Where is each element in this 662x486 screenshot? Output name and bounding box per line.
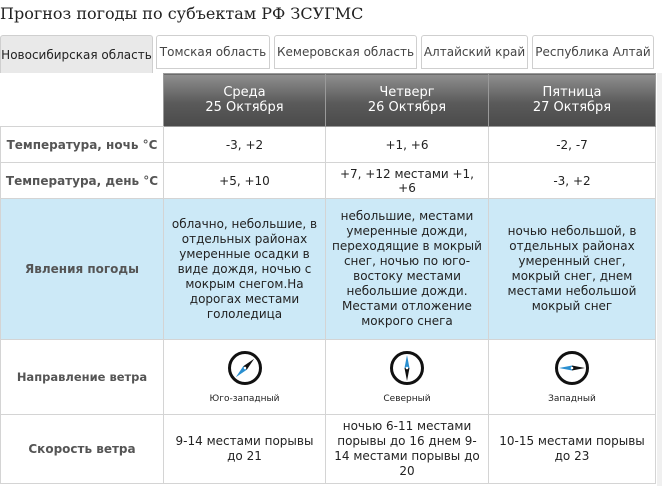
table-cell: небольшие, местами умеренные дожди, переходящие в мокрый снег, ночью по юго-востоку местами небольшие дожди. Местами отложение мокрого снега — [326, 199, 489, 340]
compass-north-icon — [389, 350, 425, 386]
row-label: Температура, ночь °C — [1, 127, 164, 163]
region-tabs — [0, 35, 662, 73]
table-cell: 10-15 местами порывы до 23 — [489, 415, 656, 484]
table-cell: -2, -7 — [489, 127, 656, 163]
wind-direction-label: Юго-западный — [209, 394, 280, 404]
table-cell: 9-14 местами порывы до 21 — [164, 415, 326, 484]
compass-southwest-icon — [227, 350, 263, 386]
day-date: 26 Октября — [367, 100, 447, 115]
table-cell — [164, 340, 326, 415]
tab-novosibirsk[interactable]: Новосибирская область — [0, 35, 153, 73]
tab-tomsk[interactable]: Томская область — [156, 35, 270, 69]
day-header — [326, 74, 489, 127]
tab-kemerovo[interactable]: Кемеровская область — [274, 35, 417, 69]
table-cell: +7, +12 местами +1, +6 — [326, 163, 489, 199]
vertical-scrollbar[interactable] — [657, 73, 662, 486]
table-cell: ночью небольшой, в отдельных районах умеренный снег, мокрый снег, днем местами небольшой мокрый снег — [489, 199, 656, 340]
table-row-temp-day — [1, 163, 656, 199]
table-corner — [1, 74, 164, 127]
table-row-wind-direction — [1, 340, 656, 415]
table-cell: +1, +6 — [326, 127, 489, 163]
day-weekday: Пятница — [542, 85, 602, 100]
table-cell: ночью 6-11 местами порывы до 16 днем 9-14 местами порывы до 20 — [326, 415, 489, 484]
compass-west-icon — [554, 350, 590, 386]
table-cell: -3, +2 — [164, 127, 326, 163]
row-label: Температура, день °C — [1, 163, 164, 199]
table-cell: облачно, небольшие, в отдельных районах умеренные осадки в виде дождя, ночью с мокрым снегом.На дорогах местами гололедица — [164, 199, 326, 340]
day-weekday: Среда — [223, 85, 266, 100]
day-date: 27 Октября — [532, 100, 612, 115]
day-weekday: Четверг — [379, 85, 435, 100]
row-label: Направление ветра — [1, 340, 164, 415]
page-title: Прогноз погоды по субъектам РФ ЗСУГМС — [0, 4, 364, 23]
day-header — [489, 74, 656, 127]
tab-altai-krai[interactable]: Алтайский край — [421, 35, 528, 69]
table-header-row — [1, 74, 656, 127]
row-label: Скорость ветра — [1, 415, 164, 484]
table-cell: -3, +2 — [489, 163, 656, 199]
forecast-table — [0, 73, 656, 484]
row-label: Явления погоды — [1, 199, 164, 340]
wind-direction-label: Северный — [383, 394, 431, 404]
table-cell: +5, +10 — [164, 163, 326, 199]
table-cell — [326, 340, 489, 415]
tab-altai-republic[interactable]: Республика Алтай — [532, 35, 654, 69]
day-date: 25 Октября — [205, 100, 284, 115]
day-header — [164, 74, 326, 127]
table-cell — [489, 340, 656, 415]
table-row-phenomena — [1, 199, 656, 340]
table-row-temp-night — [1, 127, 656, 163]
wind-direction-label: Западный — [548, 394, 596, 404]
table-row-wind-speed — [1, 415, 656, 484]
forecast-table-container — [0, 73, 662, 486]
